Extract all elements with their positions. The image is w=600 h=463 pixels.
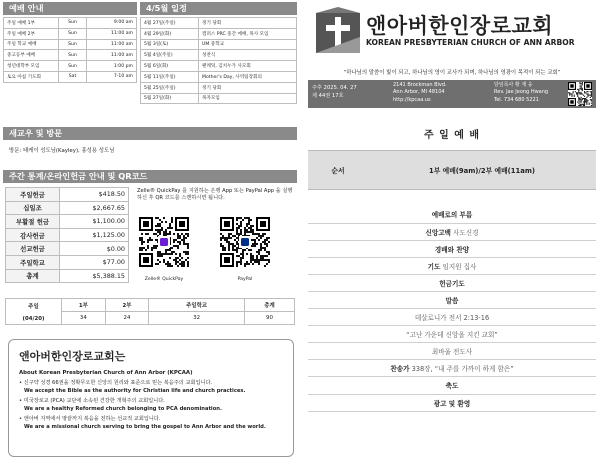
- order-cell: [308, 257, 596, 274]
- issue-number: 제 44권 17호: [312, 93, 344, 99]
- offering-row: [6, 201, 129, 215]
- schedule-event: Mother's Day, 사역팀장회의: [199, 71, 297, 82]
- service-name: 주일 예배 1부: [4, 18, 59, 29]
- schedule-row: [141, 82, 297, 93]
- schedule-date: 4월 29일(화): [141, 28, 199, 39]
- attendance-header-2: 2부: [105, 299, 149, 312]
- pastor-label: 담임목사 황 재 웅: [494, 82, 533, 88]
- order-item-main: 말씀: [445, 297, 459, 306]
- order-row: [308, 309, 596, 326]
- offering-value: $0.00: [60, 242, 129, 256]
- pastor-english: Rev. Jae Jeong Hwang: [494, 89, 549, 96]
- service-day: Sun: [59, 61, 87, 72]
- zelle-qr-icon: [139, 211, 189, 273]
- offering-row: [6, 255, 129, 269]
- service-time: 1:00 pm: [87, 61, 137, 72]
- attendance-value-3: 32: [149, 312, 245, 325]
- address-info: [393, 82, 447, 104]
- schedule-event: 정기 당회: [199, 18, 297, 29]
- schedule-event: 캠퍼스 PRC 중간 예배, 목사 모임: [199, 28, 297, 39]
- service-day: Sun: [59, 18, 87, 29]
- offering-row: [6, 269, 129, 283]
- issue-date: 주후 2025. 04. 27: [312, 85, 357, 91]
- offering-value: $77.00: [60, 255, 129, 269]
- church-motto: “하나님의 말씀이 빛이 되고, 하나님의 영이 교사가 되며, 하나님의 영광이 목적이 되는 교회”: [343, 70, 561, 76]
- order-row: [308, 291, 596, 308]
- order-item-extra: 338장, “내 주를 가까이 하게 함은”: [411, 365, 514, 374]
- service-row: [4, 50, 137, 61]
- order-head-label: 순서: [331, 167, 345, 175]
- offering-value: $418.50: [60, 188, 129, 202]
- order-table: [308, 206, 596, 412]
- schedule-date: 5월 11일(주일): [141, 71, 199, 82]
- offering-label: 선교헌금: [6, 242, 60, 256]
- service-day: Sun: [59, 39, 87, 50]
- schedule-row: [141, 39, 297, 50]
- offering-value: $5,388.15: [60, 269, 129, 283]
- paypal-qr-icon: [220, 211, 270, 273]
- church-logo-icon: [316, 7, 360, 53]
- service-name: 청년대학부 모임: [4, 61, 59, 72]
- about-box: [8, 339, 294, 457]
- order-item-extra: 데살로니가 전서 2:13-16: [414, 314, 490, 323]
- service-name: 중고등부 예배: [4, 50, 59, 61]
- order-item-main: 기도: [427, 262, 441, 271]
- schedule-date: 5월 3일(토): [141, 39, 199, 50]
- website-link[interactable]: http://kpcaa.us: [393, 96, 431, 103]
- order-item-extra: 임지원 집사: [442, 262, 477, 271]
- order-cell: [308, 240, 596, 257]
- order-cell: [308, 291, 596, 308]
- attendance-header-3: 주일학교: [149, 299, 245, 312]
- order-cell: [308, 223, 596, 240]
- about-item-en: We are a healthy Reformed church belonging to PCA denomination.: [24, 406, 222, 412]
- schedule-row: [141, 71, 297, 82]
- order-cell: [308, 394, 596, 411]
- service-row: [4, 28, 137, 39]
- order-row: [308, 206, 596, 223]
- schedule-event: 정기 당회: [199, 82, 297, 93]
- offering-value: $1,125.00: [60, 228, 129, 242]
- order-row: [308, 326, 596, 343]
- service-day: Sun: [59, 50, 87, 61]
- address-line-1: 2141 Brockman Blvd.: [393, 82, 447, 88]
- pastor-info: [494, 82, 548, 104]
- attendance-table: [5, 298, 295, 325]
- newcomers-header: 새교우 및 방문: [3, 127, 297, 140]
- schedule-row: [141, 18, 297, 29]
- schedule-date: 5월 27일(화): [141, 93, 199, 104]
- order-item-main: 예배로의 부름: [431, 211, 473, 220]
- order-cell: [308, 360, 596, 377]
- monthly-schedule-section: [140, 2, 297, 104]
- order-item-extra: 사도신경: [453, 228, 479, 237]
- schedule-date: 5월 6일(화): [141, 61, 199, 72]
- monthly-schedule-header: 4/5월 일정: [140, 2, 297, 15]
- service-time: 9:00 am: [87, 18, 137, 29]
- order-item-main: 광고 및 환영: [433, 399, 471, 408]
- order-cell: [308, 343, 596, 360]
- weekly-stats-header: 주간 통계/온라인헌금 안내 및 QR코드: [3, 170, 297, 183]
- online-giving-note: Zelle® QuickPay 를 지원하는 은행 App 또는 PayPal App 을 실행하신 후 QR 코드를 스캔하시면 됩니다.: [137, 188, 293, 201]
- about-item-ko: • 미국장로교 (PCA) 교단에 소속된 건강한 개혁주의 교회입니다.: [19, 398, 165, 404]
- schedule-row: [141, 93, 297, 104]
- order-row: [308, 257, 596, 274]
- about-item-ko: • 앤아버 지역에서 땅끝까지 복음을 전하는 선교적 교회입니다.: [19, 416, 161, 422]
- schedule-event: 목자모임: [199, 93, 297, 104]
- offering-row: [6, 228, 129, 242]
- order-row: [308, 274, 596, 291]
- attendance-value-1: 34: [62, 312, 106, 325]
- order-item-main: 경배와 찬양: [434, 245, 470, 254]
- newcomers-section: [3, 127, 297, 154]
- service-time: 11:00 am: [87, 50, 137, 61]
- order-cell: [308, 274, 596, 291]
- offering-value: $2,667.65: [60, 201, 129, 215]
- service-time: 11:00 am: [87, 28, 137, 39]
- service-row: [4, 71, 137, 82]
- order-row: [308, 240, 596, 257]
- service-name: 토요 아침 기도회: [4, 71, 59, 82]
- schedule-date: 5월 25일(주일): [141, 82, 199, 93]
- info-bar: [308, 80, 596, 108]
- monthly-schedule-table: [140, 17, 297, 104]
- attendance-header-4: 총계: [244, 299, 294, 312]
- order-cell: [308, 326, 596, 343]
- worship-title: 주 일 예 배: [423, 130, 481, 141]
- schedule-row: [141, 61, 297, 72]
- schedule-event: 팬케잌, 김치누가 사모회: [199, 61, 297, 72]
- order-cell: [308, 206, 596, 223]
- offering-row: [6, 215, 129, 229]
- service-day: Sun: [59, 28, 87, 39]
- offering-label: 총계: [6, 269, 60, 283]
- about-list: [19, 379, 285, 430]
- order-item-main: 신앙고백: [425, 228, 451, 237]
- zelle-qr-block: [139, 211, 189, 281]
- weekly-services-section: [3, 2, 137, 83]
- offering-label: 주일헌금: [6, 188, 60, 202]
- order-row: [308, 360, 596, 377]
- offering-label: 십일조: [6, 201, 60, 215]
- church-name-ko: 앤아버한인장로교회: [366, 14, 554, 38]
- schedule-date: 5월 4일(주일): [141, 50, 199, 61]
- service-name: 주일 학교 예배: [4, 39, 59, 50]
- paypal-qr-label: PayPal: [237, 277, 253, 282]
- phone-number: Tel. 734 680 5221: [494, 96, 539, 103]
- service-time: 7-10 am: [87, 71, 137, 82]
- order-row: [308, 377, 596, 394]
- attendance-value-4: 90: [244, 312, 294, 325]
- weekly-stats-section: [3, 170, 297, 183]
- zelle-qr-label: Zelle® QuickPay: [144, 277, 184, 282]
- offering-row: [6, 188, 129, 202]
- order-item-main: 헌금기도: [439, 279, 465, 288]
- weekly-services-header: 예배 안내: [3, 2, 137, 15]
- order-row: [308, 223, 596, 240]
- address-line-2: Ann Arbor, MI 48104: [393, 89, 445, 96]
- issue-info: [312, 84, 357, 100]
- about-item-ko: • 신구약 성경 66권을 정확무오한 신앙의 원리와 표준으로 믿는 복음주의 교회입니다.: [19, 380, 213, 386]
- schedule-event: UM 중학교: [199, 39, 297, 50]
- weekly-services-table: [3, 17, 137, 83]
- about-subtitle: About Korean Presbyterian Church of Ann Arbor (KPCAA): [19, 370, 193, 376]
- order-row: [308, 394, 596, 411]
- service-name: 주일 예배 2부: [4, 28, 59, 39]
- about-title: 앤아버한인장로교회는: [19, 350, 126, 363]
- order-cell: [308, 377, 596, 394]
- order-cell: [308, 309, 596, 326]
- schedule-event: 성찬식: [199, 50, 297, 61]
- about-item-en: We accept the Bible as the authority for Christian life and church practices.: [24, 388, 246, 394]
- service-row: [4, 61, 137, 72]
- offering-table: [5, 187, 129, 283]
- offering-label: 감사헌금: [6, 228, 60, 242]
- service-day: Sat: [59, 71, 87, 82]
- order-item-extra: 최바울 전도사: [431, 348, 473, 357]
- order-head-value: 1부 예배(9am)/2부 예배(11am): [428, 167, 536, 175]
- church-qr-icon: [568, 82, 592, 106]
- service-time: 11:00 am: [87, 39, 137, 50]
- order-head: [308, 150, 596, 190]
- about-item-en: We are a missional church serving to bring the gospel to Ann Arbor and the world.: [24, 424, 266, 430]
- offering-value: $1,100.00: [60, 215, 129, 229]
- order-item-main: 축도: [445, 382, 459, 391]
- schedule-row: [141, 50, 297, 61]
- offering-row: [6, 242, 129, 256]
- schedule-row: [141, 28, 297, 39]
- offering-label: 부활절 헌금: [6, 215, 60, 229]
- order-item-main: 찬송가: [390, 365, 410, 374]
- service-row: [4, 39, 137, 50]
- order-item-extra: “고난 가운데 신앙을 지킨 교회”: [406, 331, 498, 340]
- schedule-date: 4월 27일(주일): [141, 18, 199, 29]
- offering-label: 주일학교: [6, 255, 60, 269]
- paypal-qr-block: [220, 211, 270, 281]
- attendance-value-2: 24: [105, 312, 149, 325]
- order-row: [308, 343, 596, 360]
- attendance-row-label: 주일 (04/20): [6, 299, 62, 325]
- newcomers-text: 방문: 태케이 성도님(Kayley), 홍성용 성도님: [9, 148, 115, 154]
- attendance-header-1: 1부: [62, 299, 106, 312]
- church-name-en: KOREAN PRESBYTERIAN CHURCH OF ANN ARBOR: [366, 38, 575, 47]
- service-row: [4, 18, 137, 29]
